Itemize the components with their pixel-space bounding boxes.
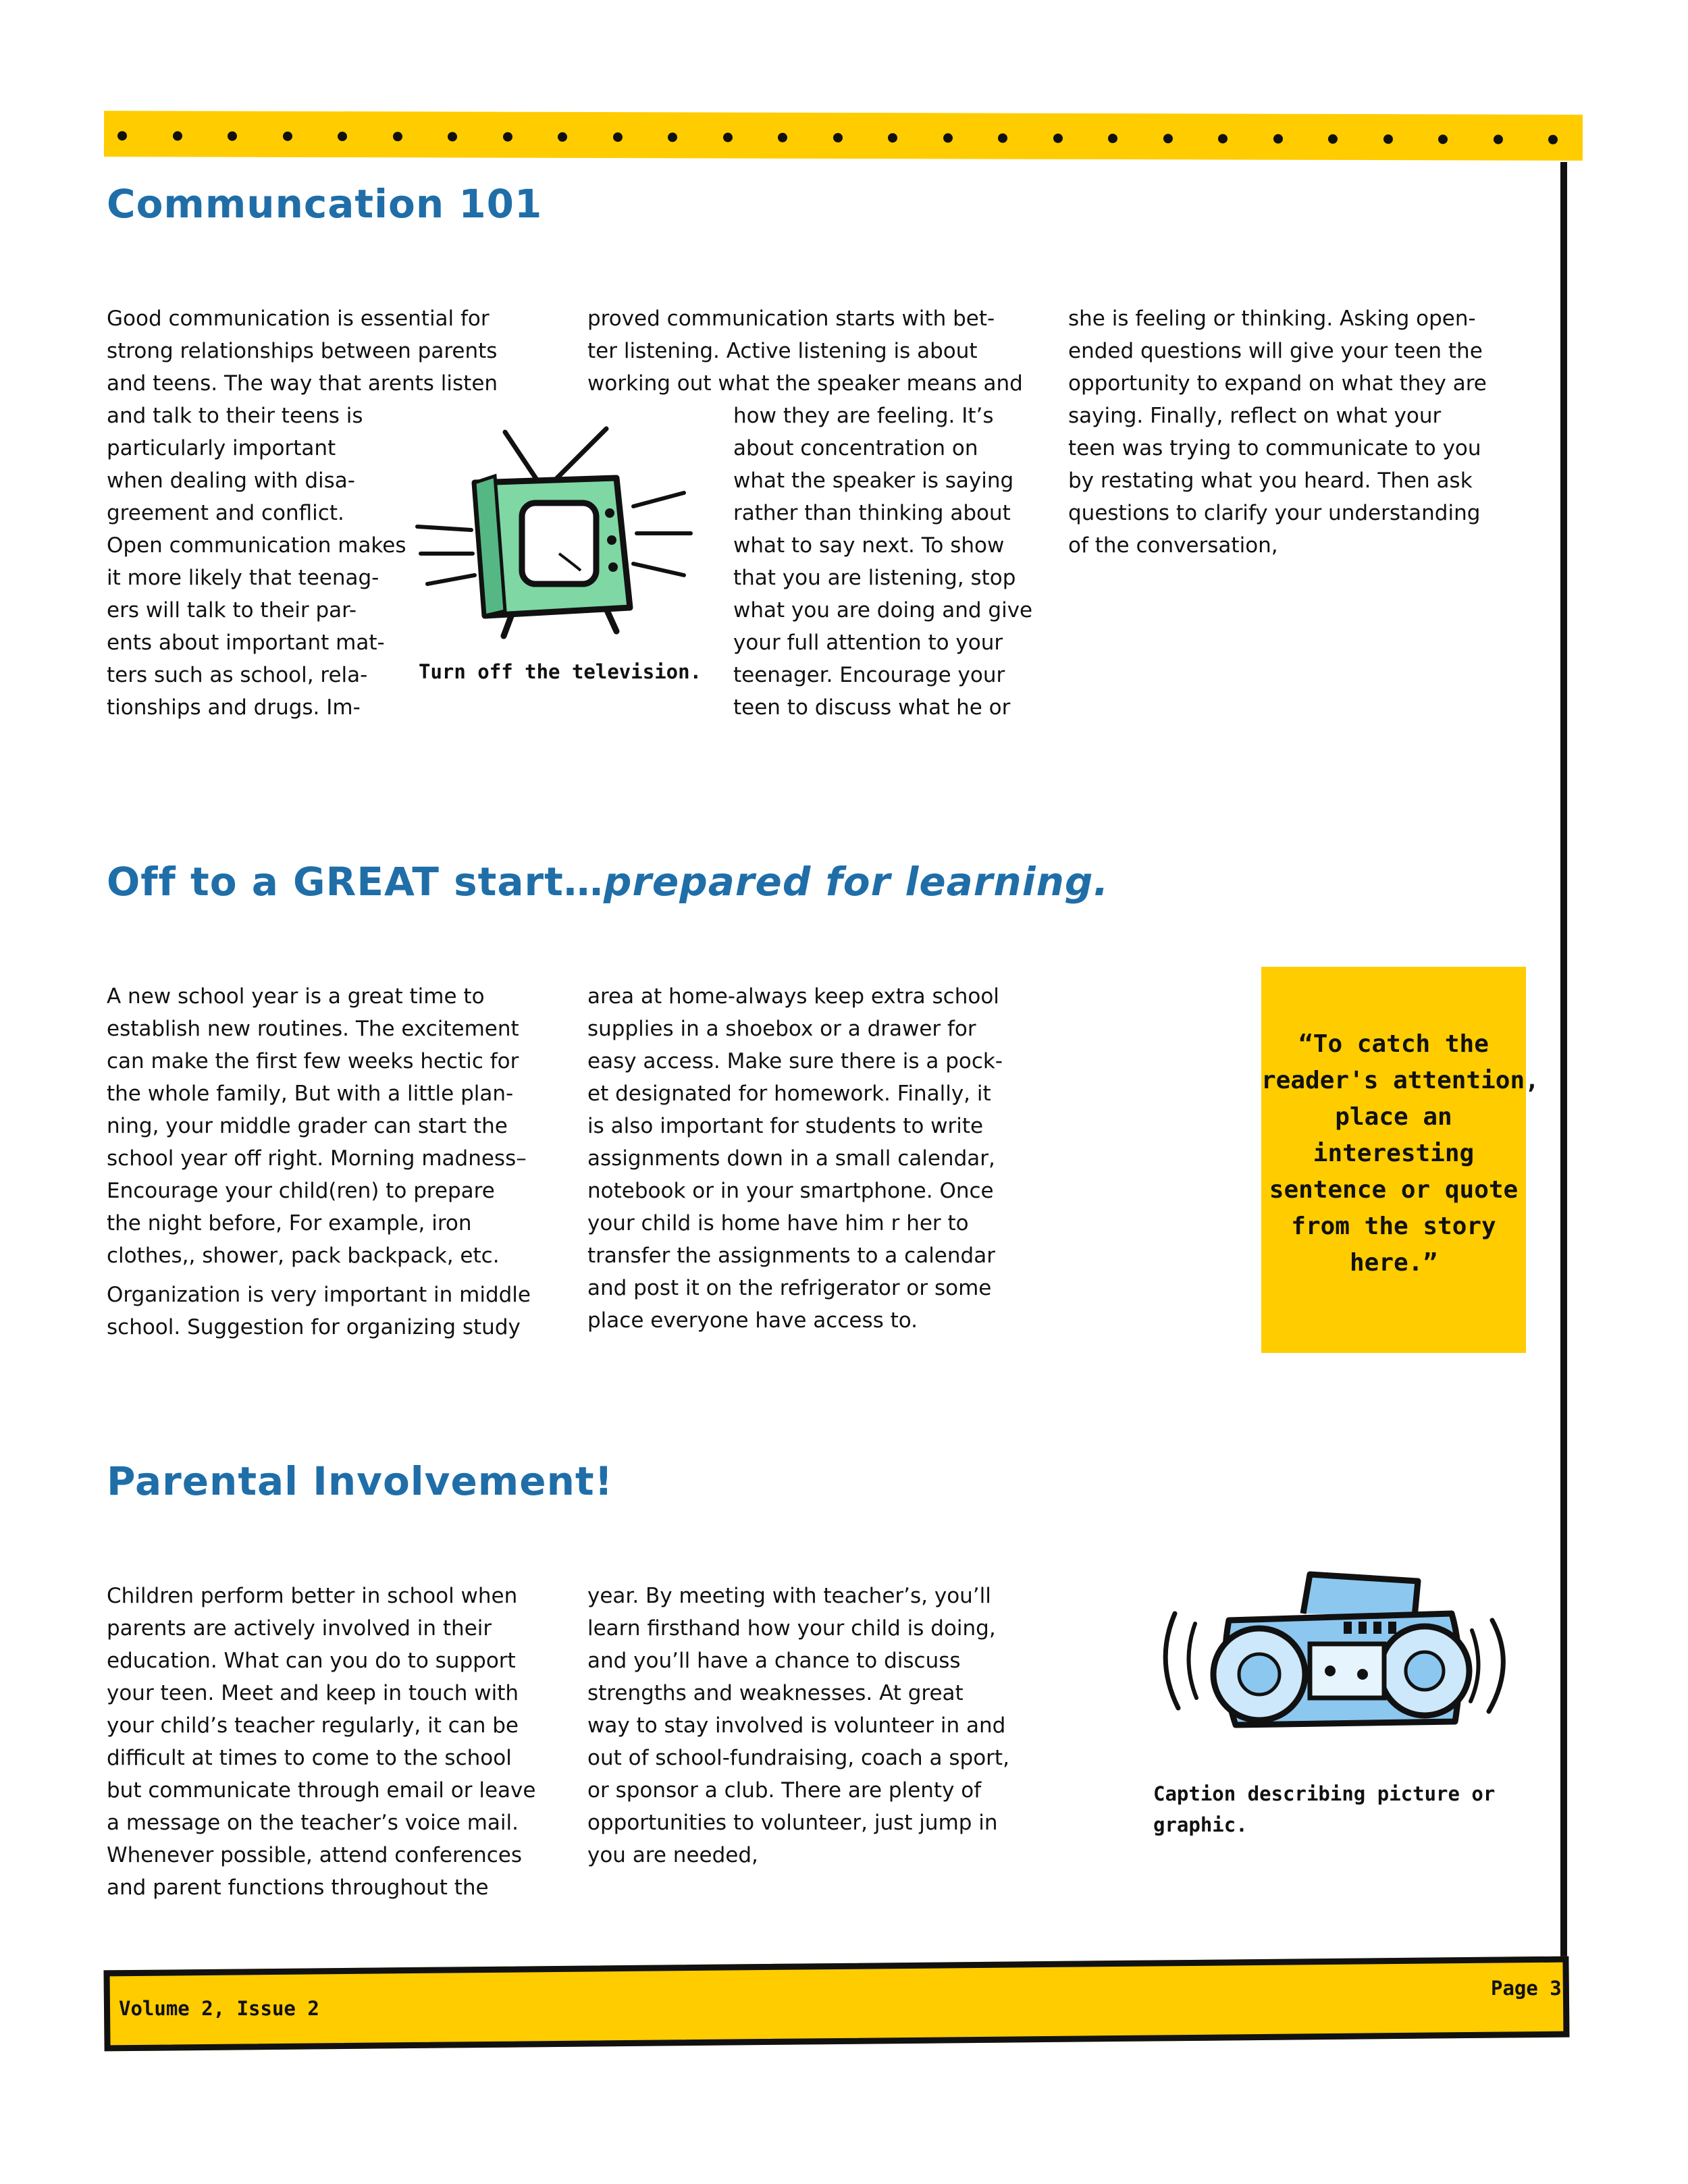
- banner-dot: [1493, 135, 1502, 144]
- banner-dot: [778, 133, 787, 142]
- text-line: teen to discuss what he or: [733, 695, 1011, 720]
- text-line: here.”: [1349, 1249, 1438, 1277]
- tv-caption: Turn off the television.: [419, 660, 702, 683]
- section3-column-1: [107, 1580, 535, 1904]
- section3-column-2: [587, 1580, 1009, 1871]
- text-line: proved communication starts with bet-: [587, 307, 995, 331]
- banner-dot: [612, 132, 622, 142]
- text-line: place an: [1335, 1103, 1452, 1131]
- text-line: ers will talk to their par-: [107, 598, 357, 622]
- text-line: easy access. Make sure there is a pock-: [587, 1049, 1003, 1073]
- right-border-rule: [1560, 162, 1567, 1971]
- banner-dot: [1053, 134, 1062, 143]
- text-line: Encourage your child(ren) to prepare: [107, 1179, 495, 1203]
- text-line: about concentration on: [733, 436, 978, 460]
- volume-issue-label: Volume 2, Issue 2: [119, 1997, 319, 2020]
- section1-column-2-bottom: [733, 400, 1032, 724]
- text-line: and you’ll have a chance to discuss: [587, 1649, 961, 1673]
- banner-dot: [1383, 134, 1392, 144]
- section-title-great-start: [107, 859, 1109, 905]
- text-line: notebook or in your smartphone. Once: [587, 1179, 994, 1203]
- text-line: Good communication is essential for: [107, 307, 490, 331]
- text-line: et designated for homework. Finally, it: [587, 1082, 991, 1106]
- text-line: school year off right. Morning madness–: [107, 1146, 527, 1171]
- text-line: questions to clarify your understanding: [1068, 501, 1481, 525]
- text-line: when dealing with disa-: [107, 469, 355, 493]
- text-line: what you are doing and give: [733, 598, 1033, 622]
- text-line: particularly important: [107, 436, 336, 460]
- text-line: your full attention to your: [733, 631, 1003, 655]
- text-line: of the conversation,: [1068, 533, 1278, 558]
- section-title-communication: Communcation 101: [107, 181, 543, 227]
- banner-dot: [1108, 134, 1117, 143]
- text-line: school. Suggestion for organizing study: [107, 1315, 521, 1339]
- text-line: way to stay involved is volunteer in and: [587, 1713, 1006, 1738]
- text-line: establish new routines. The excitement: [107, 1017, 519, 1041]
- text-line: that you are listening, stop: [733, 566, 1016, 590]
- text-line: graphic.: [1153, 1813, 1248, 1836]
- text-line: supplies in a shoebox or a drawer for: [587, 1017, 976, 1041]
- text-line: from the story: [1291, 1213, 1496, 1240]
- text-line: Open communication makes: [107, 533, 406, 558]
- text-line: how they are feeling. It’s: [733, 404, 994, 428]
- banner-dot: [1328, 134, 1338, 144]
- text-line: out of school-fundraising, coach a sport,: [587, 1746, 1009, 1770]
- banner-dot: [448, 132, 457, 141]
- text-line: and post it on the refrigerator or some: [587, 1276, 992, 1300]
- boombox-caption: [1153, 1778, 1495, 1840]
- text-line: ended questions will give your teen the: [1068, 339, 1483, 363]
- text-line: education. What can you do to support: [107, 1649, 516, 1673]
- text-line: saying. Finally, reflect on what your: [1068, 404, 1442, 428]
- banner-dot: [228, 132, 237, 141]
- text-line: ning, your middle grader can start the: [107, 1114, 508, 1138]
- banner-dot: [998, 134, 1007, 143]
- text-line: Caption describing picture or: [1153, 1782, 1496, 1805]
- text-line: Children perform better in school when: [107, 1584, 518, 1608]
- text-line: year. By meeting with teacher’s, you’ll: [587, 1584, 991, 1608]
- text-line: strong relationships between parents: [107, 339, 498, 363]
- text-line: strengths and weaknesses. At great: [587, 1681, 964, 1705]
- text-line: A new school year is a great time to: [107, 984, 485, 1009]
- text-line: the whole family, But with a little plan-: [107, 1082, 514, 1106]
- boombox-icon: [1148, 1566, 1526, 1755]
- section2-column-2: [587, 980, 1003, 1337]
- banner-dot: [338, 132, 347, 141]
- banner-dot: [1218, 134, 1228, 143]
- text-line: ters such as school, rela-: [107, 663, 368, 687]
- text-line: but communicate through email or leave: [107, 1778, 536, 1803]
- banner-dot: [888, 133, 897, 142]
- pull-quote-box: [1261, 967, 1539, 1353]
- text-line: your child’s teacher regularly, it can be: [107, 1713, 519, 1738]
- text-line: transfer the assignments to a calendar: [587, 1244, 995, 1268]
- text-line: interesting: [1313, 1140, 1475, 1167]
- section1-column-3: [1068, 302, 1487, 562]
- text-line: greement and conflict.: [107, 501, 344, 525]
- section1-column-2-top: [587, 302, 1023, 400]
- text-line: teenager. Encourage your: [733, 663, 1005, 687]
- text-line: Whenever possible, attend conferences: [107, 1843, 522, 1867]
- text-line: area at home-always keep extra school: [587, 984, 999, 1009]
- text-line: teen was trying to communicate to you: [1068, 436, 1481, 460]
- banner-dot: [1273, 134, 1282, 144]
- text-line: is also important for students to write: [587, 1114, 984, 1138]
- text-line: clothes,, shower, pack backpack, etc.: [107, 1244, 500, 1268]
- text-line: opportunities to volunteer, just jump in: [587, 1811, 998, 1835]
- section2-column-1: [107, 980, 531, 1343]
- text-line: it more likely that teenag-: [107, 566, 379, 590]
- text-line: learn firsthand how your child is doing,: [587, 1616, 996, 1641]
- text-line: your teen. Meet and keep in touch with: [107, 1681, 519, 1705]
- banner-dot: [117, 131, 127, 140]
- text-line: “To catch the: [1298, 1030, 1489, 1058]
- text-line: Organization is very important in middle: [107, 1283, 531, 1307]
- text-line: opportunity to expand on what they are: [1068, 371, 1487, 396]
- text-line: what the speaker is saying: [733, 469, 1014, 493]
- text-line: ter listening. Active listening is about: [587, 339, 978, 363]
- banner-dots: [104, 111, 1583, 161]
- banner-dot: [558, 132, 567, 142]
- television-icon: [411, 419, 694, 641]
- text-line: working out what the speaker means and: [587, 371, 1023, 396]
- text-line: by restating what you heard. Then ask: [1068, 469, 1473, 493]
- banner-dot: [943, 133, 952, 142]
- text-line: and teens. The way that arents listen: [107, 371, 498, 396]
- banner-dot: [1163, 134, 1172, 143]
- banner-dot: [668, 132, 677, 142]
- paragraph-gap: [107, 1272, 531, 1279]
- banner-dot: [722, 133, 732, 142]
- page-number: Page 3: [1491, 1977, 1562, 2000]
- banner-dot: [392, 132, 402, 141]
- text-line: she is feeling or thinking. Asking open-: [1068, 307, 1476, 331]
- text-line: and parent functions throughout the: [107, 1875, 489, 1900]
- text-line: ents about important mat-: [107, 631, 385, 655]
- text-line: rather than thinking about: [733, 501, 1011, 525]
- footer-banner: [103, 1956, 1569, 2052]
- section-title-parental-involvement: Parental Involvement!: [107, 1458, 614, 1504]
- title-part-1: Off to a GREAT start…: [107, 859, 604, 905]
- text-line: place everyone have access to.: [587, 1308, 918, 1333]
- text-line: parents are actively involved in their: [107, 1616, 492, 1641]
- text-line: assignments down in a small calendar,: [587, 1146, 995, 1171]
- text-line: and talk to their teens is: [107, 404, 363, 428]
- banner-dot: [172, 131, 182, 140]
- text-line: sentence or quote: [1269, 1176, 1519, 1204]
- banner-dot: [282, 132, 292, 141]
- text-line: or sponsor a club. There are plenty of: [587, 1778, 982, 1803]
- text-line: the night before, For example, iron: [107, 1211, 472, 1235]
- text-line: a message on the teacher’s voice mail.: [107, 1811, 519, 1835]
- text-line: reader's attention,: [1261, 1067, 1539, 1094]
- text-line: tionships and drugs. Im-: [107, 695, 361, 720]
- text-line: difficult at times to come to the school: [107, 1746, 512, 1770]
- banner-dot: [1438, 134, 1448, 144]
- text-line: what to say next. To show: [733, 533, 1005, 558]
- top-banner: [104, 111, 1583, 161]
- title-part-2: prepared for learning.: [603, 859, 1109, 905]
- text-line: you are needed,: [587, 1843, 758, 1867]
- text-line: your child is home have him r her to: [587, 1211, 969, 1235]
- banner-dot: [1548, 135, 1558, 144]
- text-line: can make the first few weeks hectic for: [107, 1049, 519, 1073]
- banner-dot: [833, 133, 842, 142]
- banner-dot: [502, 132, 512, 142]
